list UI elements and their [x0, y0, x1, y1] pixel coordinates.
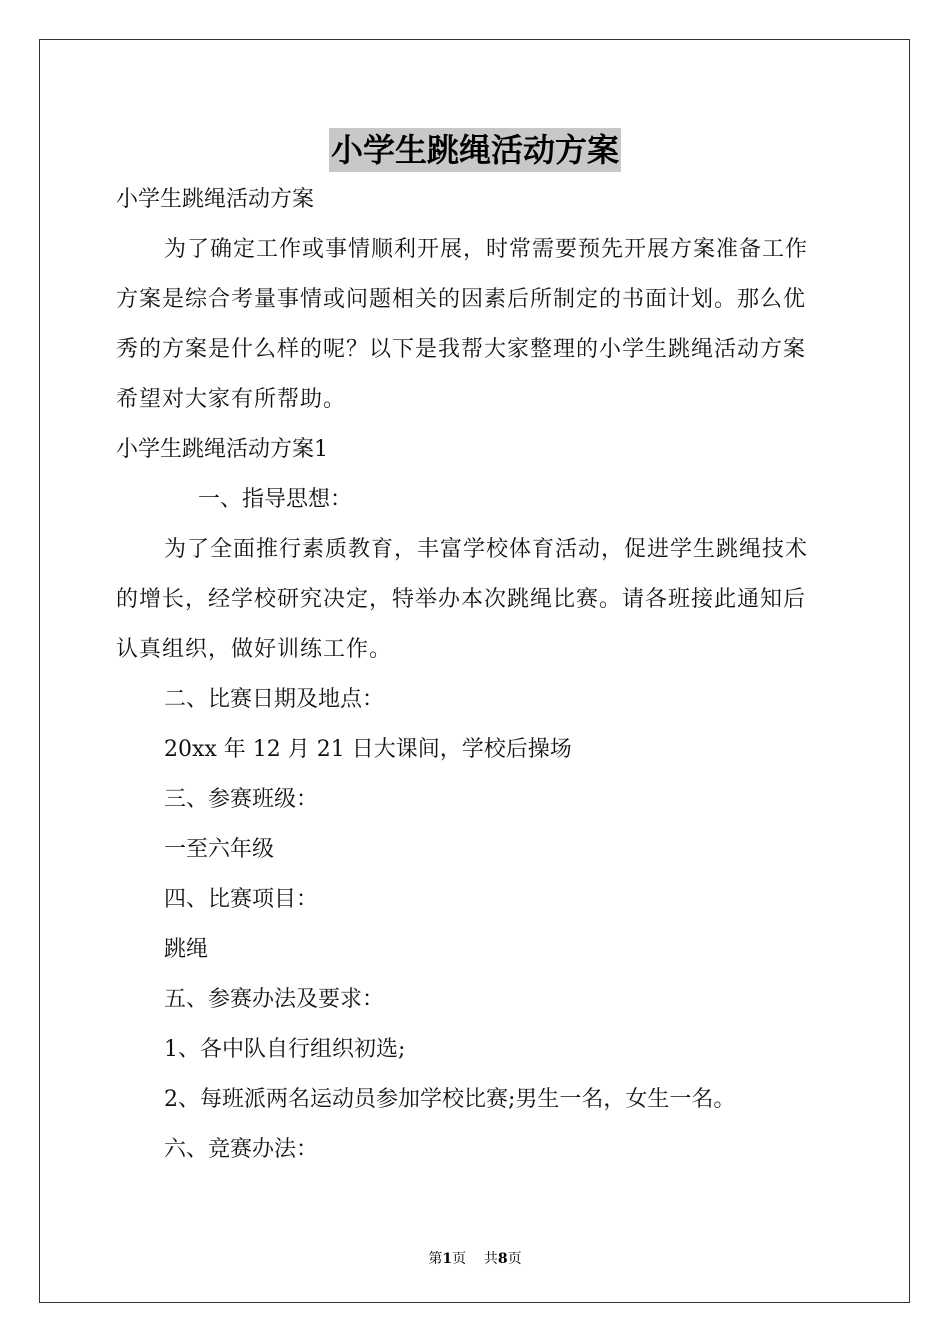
document-title: 小学生跳绳活动方案	[329, 128, 621, 172]
footer-total-pages: 8	[497, 1251, 508, 1267]
rule-item: 1、各中队自行组织初选;	[164, 1037, 406, 1062]
footer-total-suffix: 页	[507, 1251, 522, 1267]
heading-events: 四、比赛项目：	[164, 887, 319, 912]
footer-prefix: 第	[428, 1251, 443, 1267]
title-container	[0, 128, 950, 172]
heading-competition: 六、竞赛办法：	[164, 1137, 319, 1162]
intro-line: 秀的方案是什么样的呢？以下是我帮大家整理的小学生跳绳活动方案	[116, 337, 807, 362]
document-subtitle: 小学生跳绳活动方案	[116, 187, 315, 212]
intro-paragraph-cont	[116, 275, 832, 425]
date-place-text: 20xx 年 12 月 21 日大课间，学校后操场	[164, 737, 572, 762]
heading-date-place: 二、比赛日期及地点：	[164, 687, 385, 712]
paragraph-guiding-idea-cont	[116, 575, 832, 675]
heading-rules: 五、参赛办法及要求：	[164, 987, 385, 1012]
heading-classes: 三、参赛班级：	[164, 787, 319, 812]
paragraph-guiding-idea	[116, 525, 832, 575]
event-text: 跳绳	[164, 937, 209, 962]
grades-text: 一至六年级	[164, 837, 275, 862]
intro-line: 方案是综合考量事情或问题相关的因素后所制定的书面计划。那么优	[116, 287, 807, 312]
footer-page-suffix: 页	[452, 1251, 467, 1267]
paragraph-line: 为了全面推行素质教育，丰富学校体育活动，促进学生跳绳技术	[164, 537, 809, 562]
footer-page-number: 1	[442, 1251, 453, 1267]
paragraph-line: 认真组织，做好训练工作。	[116, 637, 393, 662]
section-title: 小学生跳绳活动方案1	[116, 437, 328, 462]
intro-paragraph	[116, 225, 832, 275]
footer-total-prefix: 共	[483, 1251, 498, 1267]
page-footer	[0, 1248, 950, 1268]
rule-item: 2、每班派两名运动员参加学校比赛;男生一名，女生一名。	[164, 1087, 736, 1112]
intro-line: 希望对大家有所帮助。	[116, 387, 347, 412]
heading-guiding-idea: 一、指导思想：	[198, 487, 353, 512]
paragraph-line: 的增长，经学校研究决定，特举办本次跳绳比赛。请各班接此通知后	[116, 587, 807, 612]
intro-line: 为了确定工作或事情顺利开展，时常需要预先开展方案准备工作	[164, 237, 809, 262]
